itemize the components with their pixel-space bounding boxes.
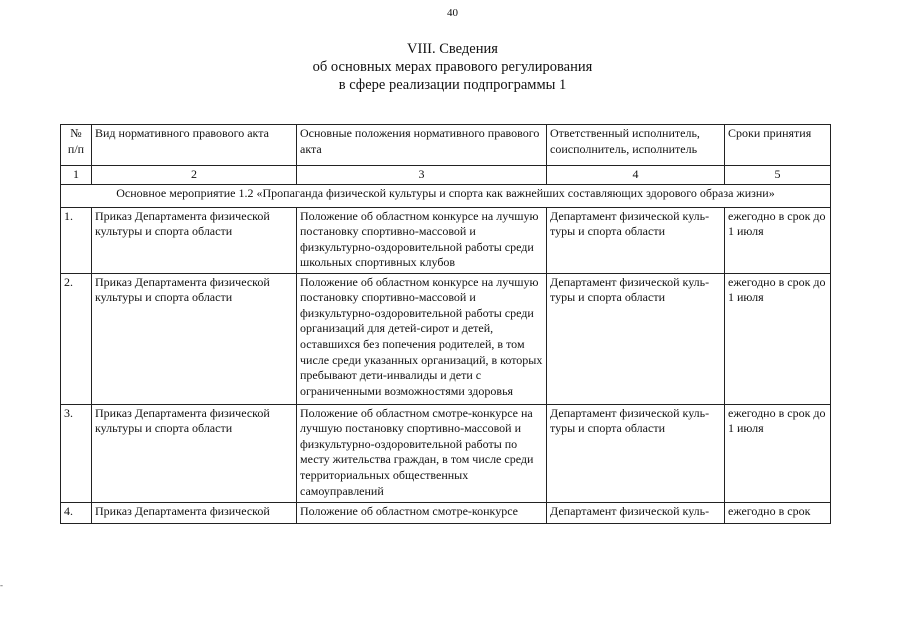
act-kind-cell: Приказ Департамента физической культуры и спорта области <box>92 207 297 273</box>
header-number: № п/п <box>61 125 92 166</box>
column-number: 3 <box>297 166 547 185</box>
act-kind-cell: Приказ Департамента физической культуры и спорта области <box>92 273 297 404</box>
table-row <box>61 207 831 273</box>
title-line-2: об основных мерах правового регулирования <box>312 59 593 75</box>
deadline-cell: ежегодно в срок до 1 июля <box>725 207 831 273</box>
table-header-row <box>61 125 831 166</box>
provisions-cell: Положение об областном конкурсе на лучшую постановку спортивно-массовой и физкультурно-оздоровительной работы среди организаций для детей-сирот и детей, оставшихся без попечения родителей, в том числе среди указанных организаций, в которых пребывают дети-инвалиды и дети с ограниченными возможностями здоровья <box>297 273 547 404</box>
title-line-1: VIII. Сведения <box>407 41 498 57</box>
regulation-table <box>60 124 831 524</box>
act-kind-cell: Приказ Департамента физической <box>92 502 297 523</box>
column-number: 2 <box>92 166 297 185</box>
table-row <box>61 502 831 523</box>
deadline-cell: ежегодно в срок до 1 июля <box>725 404 831 502</box>
provisions-cell: Положение об областном конкурсе на лучшую постановку спортивно-массовой и физкультурно-оздоровительной работы среди школьных спортивных клубов <box>297 207 547 273</box>
table-row <box>61 404 831 502</box>
provisions-cell: Положение об областном смотре-конкурсе <box>297 502 547 523</box>
page-number: 40 <box>447 7 458 19</box>
row-number: 3. <box>61 404 92 502</box>
deadline-cell: ежегодно в срок <box>725 502 831 523</box>
column-number: 1 <box>61 166 92 185</box>
column-number-row <box>61 166 831 185</box>
margin-mark: - <box>0 580 3 590</box>
row-number: 1. <box>61 207 92 273</box>
executor-cell: Департамент физической куль- <box>547 502 725 523</box>
row-number: 2. <box>61 273 92 404</box>
title-line-3: в сфере реализации подпрограммы 1 <box>338 77 567 93</box>
header-act-kind: Вид нормативного правового акта <box>92 125 297 166</box>
header-provisions: Основные положения нормативного правового акта <box>297 125 547 166</box>
column-number: 5 <box>725 166 831 185</box>
section-title: Основное мероприятие 1.2 «Пропаганда физической культуры и спорта как важнейших составляющих здорового образа жизни» <box>61 184 831 207</box>
row-number: 4. <box>61 502 92 523</box>
column-number: 4 <box>547 166 725 185</box>
table-row <box>61 273 831 404</box>
header-executor: Ответственный исполнитель, соисполнитель, исполнитель <box>547 125 725 166</box>
provisions-cell: Положение об областном смотре-конкурсе на лучшую постановку спортивно-массовой и физкультурно-оздоровительной работы по месту жительства граждан, в том числе среди территориальных общественных самоуправлений <box>297 404 547 502</box>
executor-cell: Департамент физической куль-туры и спорта области <box>547 207 725 273</box>
section-row <box>61 184 831 207</box>
executor-cell: Департамент физической куль-туры и спорта области <box>547 404 725 502</box>
executor-cell: Департамент физической куль-туры и спорта области <box>547 273 725 404</box>
act-kind-cell: Приказ Департамента физической культуры и спорта области <box>92 404 297 502</box>
document-title <box>0 40 905 94</box>
header-deadline: Сроки принятия <box>725 125 831 166</box>
deadline-cell: ежегодно в срок до 1 июля <box>725 273 831 404</box>
